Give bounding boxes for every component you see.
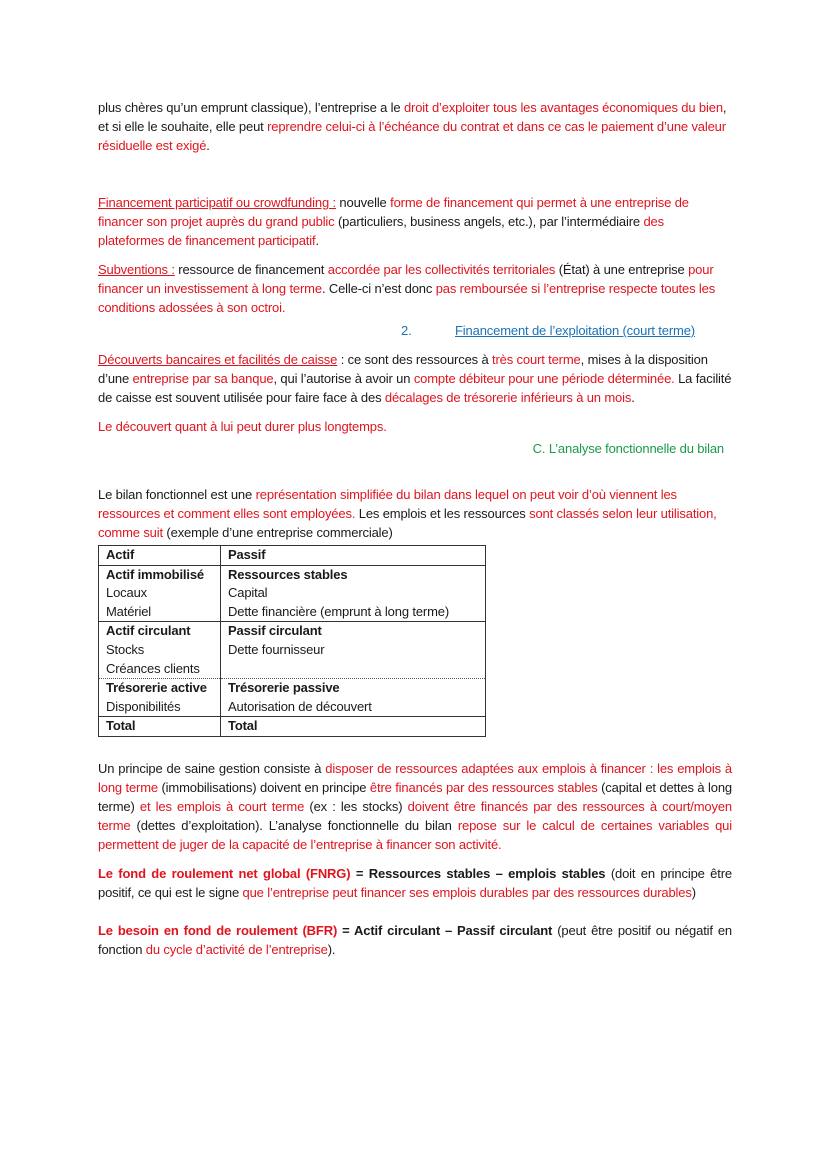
paragraph-principe-gestion — [98, 759, 732, 854]
section-number: 2. — [401, 323, 412, 338]
highlighted-text: accordée par les collectivités territoriales — [327, 262, 556, 277]
paragraph-leasing — [98, 98, 732, 155]
highlighted-text: des plateformes de financement participatif — [98, 214, 664, 248]
highlighted-text: disposer de ressources adaptées aux emplois à financer : les emplois à long terme — [98, 760, 732, 795]
table-row — [99, 622, 486, 641]
text-run: (État) à une entreprise — [555, 262, 689, 277]
text-run: : ce sont des ressources à — [337, 352, 492, 367]
text-run: , qui l’autorise à avoir un — [273, 371, 414, 386]
highlighted-text: compte débiteur pour une période déterminée. — [413, 371, 675, 386]
text-run: (particuliers, business angels, etc.), par l’intermédiaire — [334, 214, 644, 229]
highlighted-text: pour financer un investissement à long terme — [98, 262, 714, 296]
highlighted-text: droit d’exploiter tous les avantages économiques du bien — [403, 100, 723, 115]
text-run: (doit en principe être positif, ce qui est le signe — [98, 865, 732, 900]
highlighted-text: du cycle d’activité de l’entreprise — [145, 941, 328, 957]
section-heading-financement-exploitation — [98, 321, 732, 340]
actif-immobilise-title: Actif immobilisé — [99, 565, 221, 584]
table-row — [99, 660, 486, 679]
header-passif: Passif — [221, 546, 486, 566]
text-run: (dettes d’exploitation). L’analyse fonctionnelle du bilan — [130, 817, 458, 833]
table-row — [99, 698, 486, 717]
text-run: , mises à la disposition d’une — [98, 352, 708, 386]
text-run: La facilité de caisse est souvent utilisée pour faire face à des — [98, 371, 732, 405]
highlighted-text: Le besoin en fond de roulement (BFR) — [98, 922, 338, 938]
highlighted-text: Découverts bancaires et facilités de caisse — [98, 352, 338, 367]
text-run: . — [206, 138, 210, 153]
table-header-row — [99, 546, 486, 566]
text-run: Les emplois et les ressources — [355, 506, 530, 521]
text-run: . — [631, 390, 635, 405]
functional-balance-table — [98, 545, 486, 737]
table-row — [99, 679, 486, 698]
passif-item: Dette fournisseur — [221, 641, 486, 660]
highlighted-text: Financement participatif ou crowdfunding : — [98, 195, 336, 210]
text-run: (ex : les stocks) — [304, 798, 408, 814]
text-run: plus chères qu’un emprunt classique), l’entreprise a le — [98, 100, 404, 115]
document-page — [98, 98, 732, 959]
actif-item: Matériel — [99, 603, 221, 622]
table-row — [99, 641, 486, 660]
passif-item — [221, 660, 486, 679]
text-run: = Actif circulant – Passif circulant — [337, 922, 553, 938]
highlighted-text: doivent être financés par des ressources à court/moyen terme — [98, 798, 733, 833]
section-heading-analyse-fonctionnelle: C. L’analyse fonctionnelle du bilan — [532, 441, 724, 456]
text-run: = Ressources stables – emplois stables — [350, 865, 606, 881]
text-run: Un principe de saine gestion consiste à — [98, 760, 326, 776]
text-run: , et si elle le souhaite, elle peut — [98, 100, 727, 134]
paragraph-bilan-intro — [98, 485, 732, 542]
highlighted-text: décalages de trésorerie inférieurs à un mois — [384, 390, 632, 405]
actif-item: Stocks — [99, 641, 221, 660]
text-run: (immobilisations) doivent en principe — [157, 779, 370, 795]
table-row — [99, 565, 486, 584]
highlighted-text: pas remboursée si l’entreprise respecte toutes les conditions adossées à son octroi. — [98, 281, 716, 315]
paragraph-bfr — [98, 921, 732, 959]
paragraph-subventions — [98, 260, 732, 317]
text-run: ) — [691, 884, 696, 900]
table-total-row — [99, 717, 486, 737]
highlighted-text: repose sur le calcul de certaines variables qui permettent de juger de la capacité de l’entreprise à financer son activité. — [98, 817, 733, 852]
highlighted-text: reprendre celui-ci à l’échéance du contrat et dans ce cas le paiement d’une valeur résiduelle est exigé — [98, 119, 726, 153]
text-run: (capital et dettes à long terme) — [98, 779, 733, 814]
actif-item: Créances clients — [99, 660, 221, 679]
actif-item: Locaux — [99, 584, 221, 603]
highlighted-text: sont classés selon leur utilisation, comme suit — [98, 506, 717, 540]
actif-item: Disponibilités — [99, 698, 221, 717]
highlighted-text: Subventions : — [98, 262, 175, 277]
text-run: . Celle-ci n’est donc — [321, 281, 436, 296]
paragraph-fnrg — [98, 864, 732, 902]
tresorerie-passive-title: Trésorerie passive — [221, 679, 486, 698]
highlighted-text: et les emplois à court terme — [139, 798, 305, 814]
highlighted-text: très court terme — [492, 352, 581, 367]
ressources-stables-title: Ressources stables — [221, 565, 486, 584]
total-actif: Total — [99, 717, 221, 737]
section-title: Financement de l’exploitation (court terme) — [455, 323, 695, 338]
paragraph-decouverts — [98, 350, 732, 407]
text-run: ressource de financement — [174, 262, 328, 277]
highlighted-text: entreprise par sa banque — [132, 371, 274, 386]
tresorerie-active-title: Trésorerie active — [99, 679, 221, 698]
header-actif: Actif — [99, 546, 221, 566]
text-run: . — [315, 233, 319, 248]
text-run: ). — [327, 941, 336, 957]
passif-circulant-title: Passif circulant — [221, 622, 486, 641]
highlighted-text: représentation simplifiée du bilan dans lequel on peut voir d’où viennent les ressources et comment elles sont employées. — [98, 487, 677, 521]
passif-item: Capital — [221, 584, 486, 603]
table-row — [99, 603, 486, 622]
paragraph-decouvert-duree: Le découvert quant à lui peut durer plus longtemps. — [98, 419, 387, 434]
highlighted-text: que l’entreprise peut financer ses emplois durables par des ressources durables — [242, 884, 692, 900]
highlighted-text: être financés par des ressources stables — [369, 779, 598, 795]
passif-item: Dette financière (emprunt à long terme) — [221, 603, 486, 622]
total-passif: Total — [221, 717, 486, 737]
table-row — [99, 584, 486, 603]
text-run: Le bilan fonctionnel est une — [98, 487, 256, 502]
text-run: nouvelle — [335, 195, 391, 210]
text-run: (peut être positif ou négatif en fonction — [98, 922, 732, 957]
actif-circulant-title: Actif circulant — [99, 622, 221, 641]
highlighted-text: forme de financement qui permet à une entreprise de financer son projet auprès du grand public — [98, 195, 689, 229]
paragraph-crowdfunding — [98, 193, 732, 250]
text-run: (exemple d’une entreprise commerciale) — [162, 525, 393, 540]
passif-item: Autorisation de découvert — [221, 698, 486, 717]
highlighted-text: Le fond de roulement net global (FNRG) — [98, 865, 351, 881]
